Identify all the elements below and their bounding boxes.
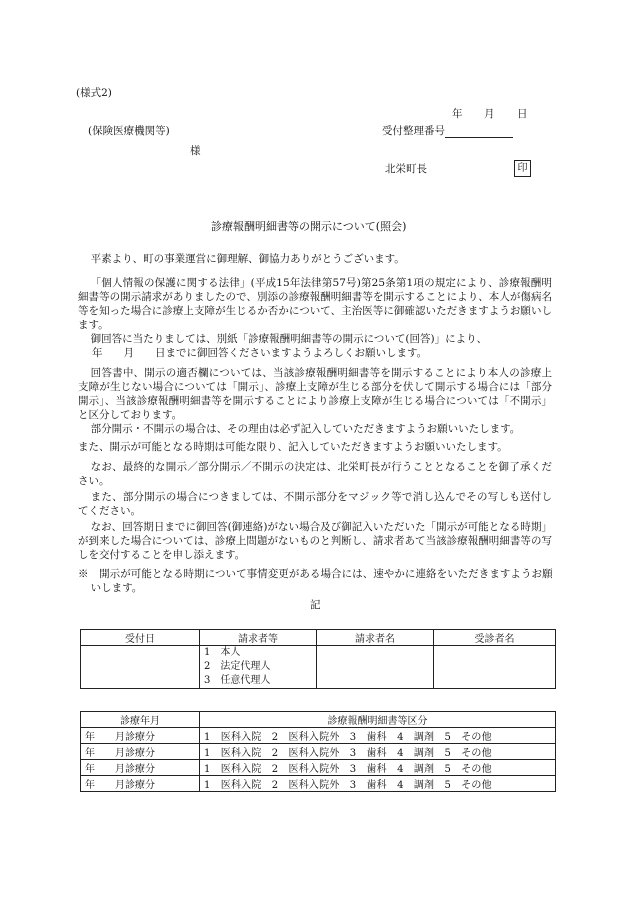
paragraph-note: ※ 開示が可能となる時期について事情変更がある場合には、速やかに連絡をいただきますようお願いします。 [78,568,553,594]
table-header-row [81,712,556,728]
requester-type-cell[interactable] [200,646,317,689]
requester-name-cell[interactable] [317,646,434,689]
paragraph-disclosure-categories: 回答書中、開示の適否欄については、当該診療報酬明細書等を開示することにより本人の診療上支障が生じない場合については「開示」、診療上支障が生じる部分を伏して開示する場合には「部分開示」、当該診療報酬明細書等を開示することにより診療上支障が生じる場合については「不開示」と区分しております。 [78,367,552,421]
seal-stamp: 印 [514,160,531,177]
table-row [81,646,556,689]
paragraph-final-decision: なお、最終的な開示／部分開示／不開示の決定は、北栄町長が行うこととなることを御了承ください。 [78,461,552,487]
requester-option: 3 任意代理人 [204,675,271,686]
paragraph-greeting: 平素より、町の事業運営に御理解、御協力ありがとうございます。 [90,253,405,265]
addressee-institution: (保険医療機関等) [88,125,170,137]
treatment-month-cell[interactable]: 年 月診療分 [81,744,200,760]
paragraph-reply-method: 御回答に当たりましては、別紙「診療報酬明細書等の開示について(回答)」により、 [90,333,488,345]
receipt-number [382,123,513,138]
treatment-month-cell[interactable]: 年 月診療分 [81,728,200,744]
paragraph-reason-required: 部分開示・不開示の場合は、その理由は必ず記入していただきますようお願いいたします。 [90,423,521,435]
date-year: 年 [452,108,463,120]
table-row [81,760,556,776]
date-day: 日 [517,108,528,120]
paragraph-no-reply: なお、回答期日までに御回答(御連絡)がない場合及び御記入いただいた「開示が可能となる時期」が到来した場合については、診療上問題がないものと判断し、請求者あて当該診療報酬明細書等の写しを交付することを申し添えます。 [78,521,552,561]
form-label: (様式2) [76,87,112,99]
requester-option: 1 本人 [204,647,241,658]
ki-marker: 記 [310,599,321,611]
treatment-month-cell[interactable]: 年 月診療分 [81,776,200,792]
table-row [81,744,556,760]
table-row [81,728,556,744]
patient-name-cell[interactable] [434,646,556,689]
receipt-number-blank[interactable] [445,126,513,138]
document-title: 診療報酬明細書等の開示について(照会) [211,220,407,233]
statement-category-cell[interactable]: 1 医科入院 2 医科入院外 3 歯科 4 調剤 5 その他 [200,776,556,792]
receipt-number-label: 受付整理番号 [382,125,445,137]
sender-name: 北栄町長 [385,163,427,175]
paragraph-reply-deadline: 年 月 日までに御回答くださいますようよろしくお願いします。 [92,347,428,359]
paragraph-timing: また、開示が可能となる時期は可能な限り、記入していただきますようお願いいたします。 [78,441,508,453]
received-date-cell[interactable] [81,646,200,689]
table-header-row [81,630,556,646]
header-received-date: 受付日 [81,630,200,646]
statement-category-cell[interactable]: 1 医科入院 2 医科入院外 3 歯科 4 調剤 5 その他 [200,728,556,744]
statement-category-cell[interactable]: 1 医科入院 2 医科入院外 3 歯科 4 調剤 5 その他 [200,760,556,776]
paragraph-partial-disclosure: また、部分開示の場合につきましては、不開示部分をマジック等で消し込んでその写しも送付してください。 [78,491,552,517]
header-requester-type: 請求者等 [200,630,317,646]
header-requester-name: 請求者名 [317,630,434,646]
table-row [81,776,556,792]
header-treatment-month: 診療年月 [81,712,200,728]
header-patient-name: 受診者名 [434,630,556,646]
statement-classification-table [80,711,556,792]
date-month: 月 [484,108,495,120]
treatment-month-cell[interactable]: 年 月診療分 [81,760,200,776]
statement-category-cell[interactable]: 1 医科入院 2 医科入院外 3 歯科 4 調剤 5 その他 [200,744,556,760]
requester-option: 2 法定代理人 [204,661,271,672]
addressee-honorific: 様 [190,145,201,157]
paragraph-legal-basis: 「個人情報の保護に関する法律」(平成15年法律第57号)第25条第1項の規定により、診療報酬明細書等の開示請求がありましたので、別添の診療報酬明細書等を開示することにより、本人が傷病名等を知った場合に診療上支障が生じるか否かについて、主治医等に御確認いただきますようお願いします。 [78,277,552,331]
request-info-table [80,629,556,689]
header-statement-category: 診療報酬明細書等区分 [200,712,556,728]
